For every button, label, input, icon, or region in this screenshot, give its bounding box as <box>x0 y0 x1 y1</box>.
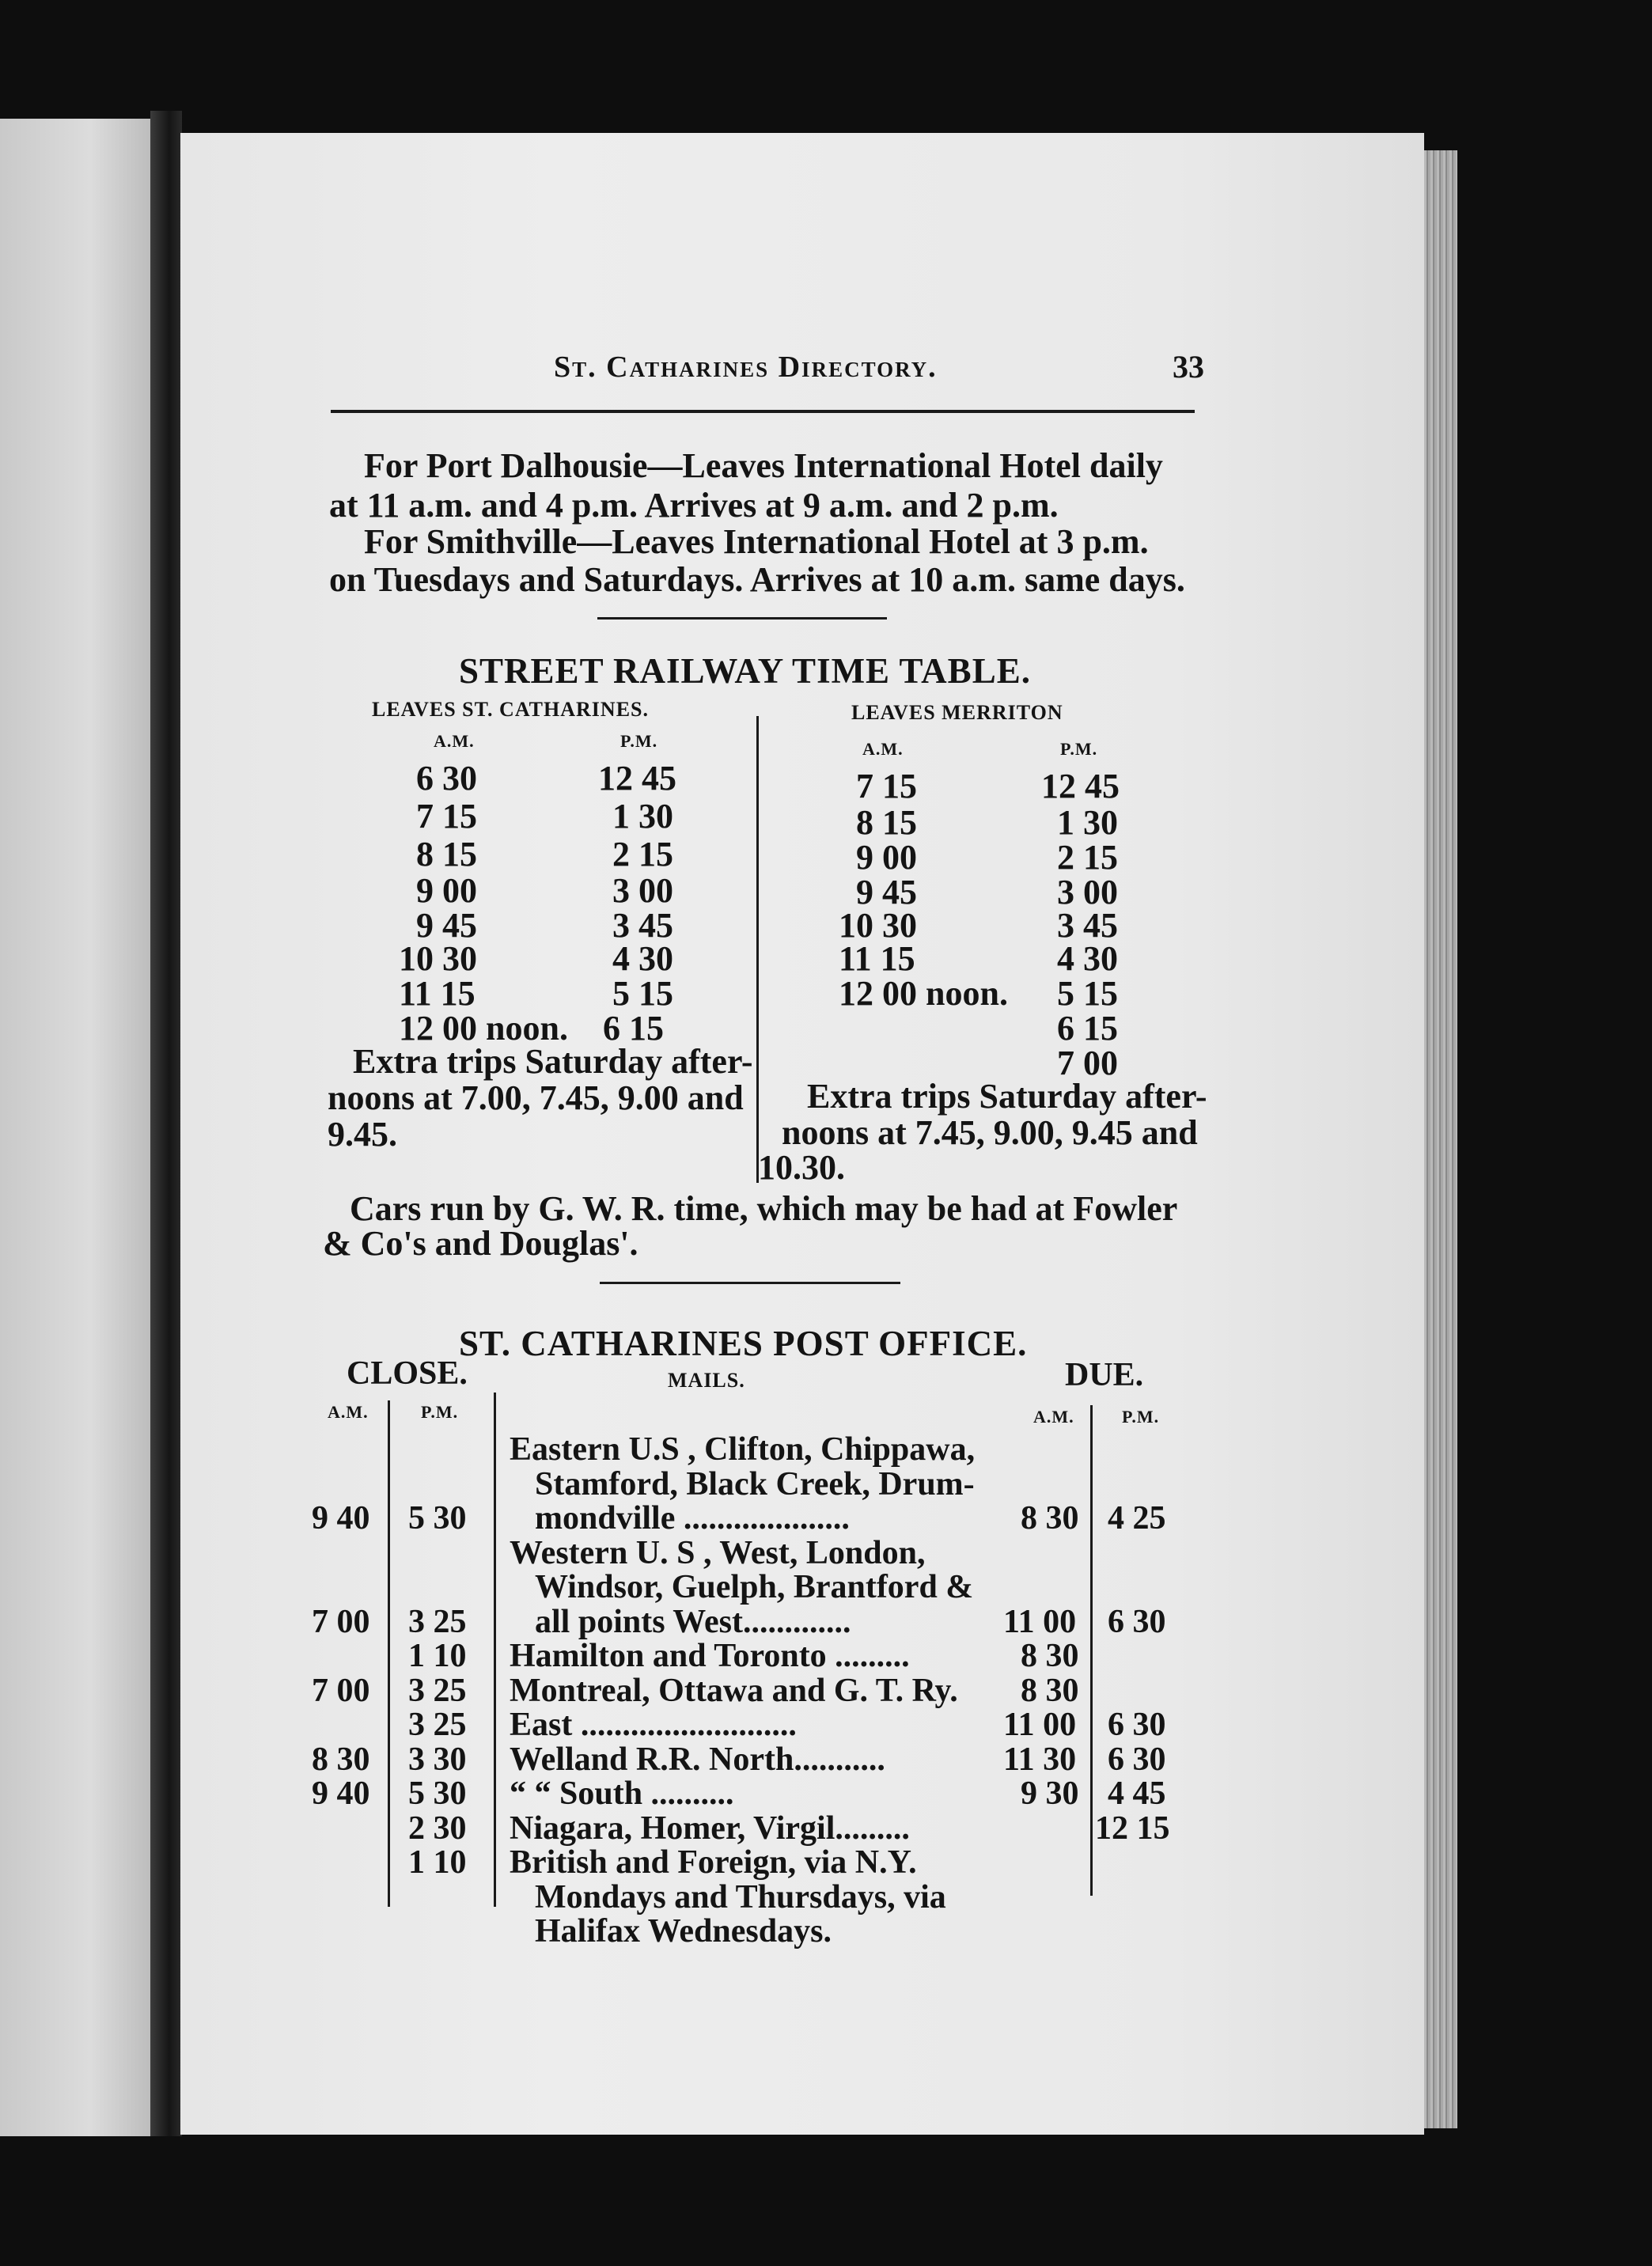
mail-route: Stamford, Black Creek, Drum- <box>535 1466 975 1502</box>
time-entry: 8 15 <box>416 835 477 873</box>
close-pm-time: 3 25 <box>408 1673 467 1709</box>
close-pm-time: 5 30 <box>408 1775 467 1812</box>
time-entry: 3 45 <box>1057 906 1118 945</box>
close-pm-time: 3 25 <box>408 1604 467 1640</box>
time-entry: 12 45 <box>598 759 676 798</box>
time-entry: 8 15 <box>856 803 917 842</box>
time-entry: 6 15 <box>603 1009 664 1048</box>
time-entry: 4 30 <box>612 939 673 978</box>
time-entry: 7 00 <box>1057 1044 1118 1082</box>
extra-trips-note: noons at 7.00, 7.45, 9.00 and <box>328 1078 744 1117</box>
column-divider <box>388 1400 390 1907</box>
mail-route: Halifax Wednesdays. <box>535 1913 832 1950</box>
column-heading: LEAVES MERRITON <box>851 701 1063 724</box>
time-entry: 5 15 <box>612 974 673 1013</box>
due-am-time: 8 30 <box>1021 1638 1079 1674</box>
due-pm-time: 6 30 <box>1108 1604 1166 1640</box>
time-entry: 9 00 <box>416 871 477 910</box>
due-pm-time: 6 30 <box>1108 1741 1166 1778</box>
mail-route: Hamilton and Toronto ......... <box>510 1638 910 1674</box>
time-entry: 7 15 <box>416 797 477 836</box>
am-label: A.M. <box>862 739 904 759</box>
due-am-time: 8 30 <box>1021 1673 1079 1709</box>
due-pm-time: 12 15 <box>1095 1810 1170 1847</box>
mail-route: “ “ South .......... <box>510 1775 734 1812</box>
section-title: STREET RAILWAY TIME TABLE. <box>459 651 1031 691</box>
time-entry: 9 45 <box>416 906 477 945</box>
time-entry: 9 45 <box>856 873 917 911</box>
time-entry: 1 30 <box>612 797 673 836</box>
railway-footer: & Co's and Douglas'. <box>323 1224 638 1263</box>
time-entry: 6 15 <box>1057 1009 1118 1048</box>
extra-trips-note: 9.45. <box>328 1115 397 1154</box>
column-divider <box>494 1393 496 1907</box>
pm-label: P.M. <box>620 731 658 751</box>
close-heading: CLOSE. <box>347 1355 468 1392</box>
time-entry: 2 15 <box>612 835 673 873</box>
time-entry: 7 15 <box>856 767 917 805</box>
close-am-time: 7 00 <box>312 1673 370 1709</box>
mails-heading: MAILS. <box>668 1369 745 1392</box>
extra-trips-note: Extra trips Saturday after- <box>353 1042 753 1081</box>
due-am-time: 9 30 <box>1021 1775 1079 1812</box>
time-entry: 12 00 noon. <box>399 1009 568 1048</box>
column-divider <box>1090 1405 1093 1896</box>
mail-route: British and Foreign, via N.Y. <box>510 1844 917 1881</box>
due-pm-time: 4 45 <box>1108 1775 1166 1812</box>
column-divider <box>756 716 759 1183</box>
mail-route: Niagara, Homer, Virgil......... <box>510 1810 910 1847</box>
page-number: 33 <box>1173 349 1204 385</box>
facing-page-edge <box>0 119 150 2136</box>
extra-trips-note: 10.30. <box>758 1148 845 1187</box>
time-entry: 3 00 <box>612 871 673 910</box>
time-entry: 11 15 <box>399 974 476 1013</box>
due-pm-time: 6 30 <box>1108 1707 1166 1743</box>
close-pm-time: 3 30 <box>408 1741 467 1778</box>
close-pm-time: 1 10 <box>408 1638 467 1674</box>
time-entry: 5 15 <box>1057 974 1118 1013</box>
due-heading: DUE. <box>1065 1357 1144 1393</box>
section-rule <box>600 1282 900 1284</box>
intro-line: For Smithville—Leaves International Hotel at 3 p.m. <box>364 522 1149 561</box>
time-entry: 4 30 <box>1057 939 1118 978</box>
time-entry: 1 30 <box>1057 803 1118 842</box>
am-label: A.M. <box>328 1402 369 1422</box>
time-entry: 6 30 <box>416 759 477 798</box>
close-pm-time: 5 30 <box>408 1500 467 1537</box>
am-label: A.M. <box>1033 1407 1074 1427</box>
due-pm-time: 4 25 <box>1108 1500 1166 1537</box>
time-entry: 2 15 <box>1057 838 1118 877</box>
pm-label: P.M. <box>1122 1407 1160 1427</box>
mail-route: Eastern U.S , Clifton, Chippawa, <box>510 1431 976 1468</box>
close-pm-time: 3 25 <box>408 1707 467 1743</box>
mail-route: Windsor, Guelph, Brantford & <box>535 1569 974 1605</box>
time-entry: 12 45 <box>1041 767 1120 805</box>
close-am-time: 7 00 <box>312 1604 370 1640</box>
due-am-time: 8 30 <box>1021 1500 1079 1537</box>
intro-line: For Port Dalhousie—Leaves International Hotel daily <box>364 446 1163 485</box>
mail-route: East .......................... <box>510 1707 797 1743</box>
time-entry: 9 00 <box>856 838 917 877</box>
header-rule <box>331 410 1195 413</box>
time-entry: 3 45 <box>612 906 673 945</box>
due-am-time: 11 00 <box>1003 1707 1077 1743</box>
due-am-time: 11 30 <box>1003 1741 1077 1778</box>
mail-route: Western U. S , West, London, <box>510 1535 926 1571</box>
time-entry: 11 15 <box>839 939 915 978</box>
time-entry: 3 00 <box>1057 873 1118 911</box>
time-entry: 10 30 <box>839 906 917 945</box>
section-rule <box>597 617 887 620</box>
section-title: ST. CATHARINES POST OFFICE. <box>459 1324 1028 1363</box>
close-am-time: 9 40 <box>312 1775 370 1812</box>
close-pm-time: 1 10 <box>408 1844 467 1881</box>
time-entry: 12 00 noon. <box>839 974 1008 1013</box>
extra-trips-note: noons at 7.45, 9.00, 9.45 and <box>782 1113 1198 1152</box>
due-am-time: 11 00 <box>1003 1604 1077 1640</box>
mail-route: Welland R.R. North........... <box>510 1741 885 1778</box>
column-heading: LEAVES ST. CATHARINES. <box>372 698 649 721</box>
mail-route: mondville .................... <box>535 1500 850 1537</box>
railway-footer: Cars run by G. W. R. time, which may be had at Fowler <box>350 1189 1178 1228</box>
mail-route: Montreal, Ottawa and G. T. Ry. <box>510 1673 958 1709</box>
mail-route: Mondays and Thursdays, via <box>535 1879 946 1915</box>
running-header: St. Catharines Directory. <box>554 351 938 384</box>
intro-line: on Tuesdays and Saturdays. Arrives at 10 a.m. same days. <box>329 560 1185 599</box>
pm-label: P.M. <box>421 1402 459 1422</box>
mail-route: all points West............. <box>535 1604 851 1640</box>
book-gutter <box>150 111 182 2136</box>
am-label: A.M. <box>434 731 475 751</box>
pm-label: P.M. <box>1060 739 1098 759</box>
extra-trips-note: Extra trips Saturday after- <box>807 1077 1207 1116</box>
page-edges <box>1424 150 1457 2128</box>
close-pm-time: 2 30 <box>408 1810 467 1847</box>
close-am-time: 8 30 <box>312 1741 370 1778</box>
intro-line: at 11 a.m. and 4 p.m. Arrives at 9 a.m. and 2 p.m. <box>329 486 1059 525</box>
time-entry: 10 30 <box>399 939 477 978</box>
close-am-time: 9 40 <box>312 1500 370 1537</box>
